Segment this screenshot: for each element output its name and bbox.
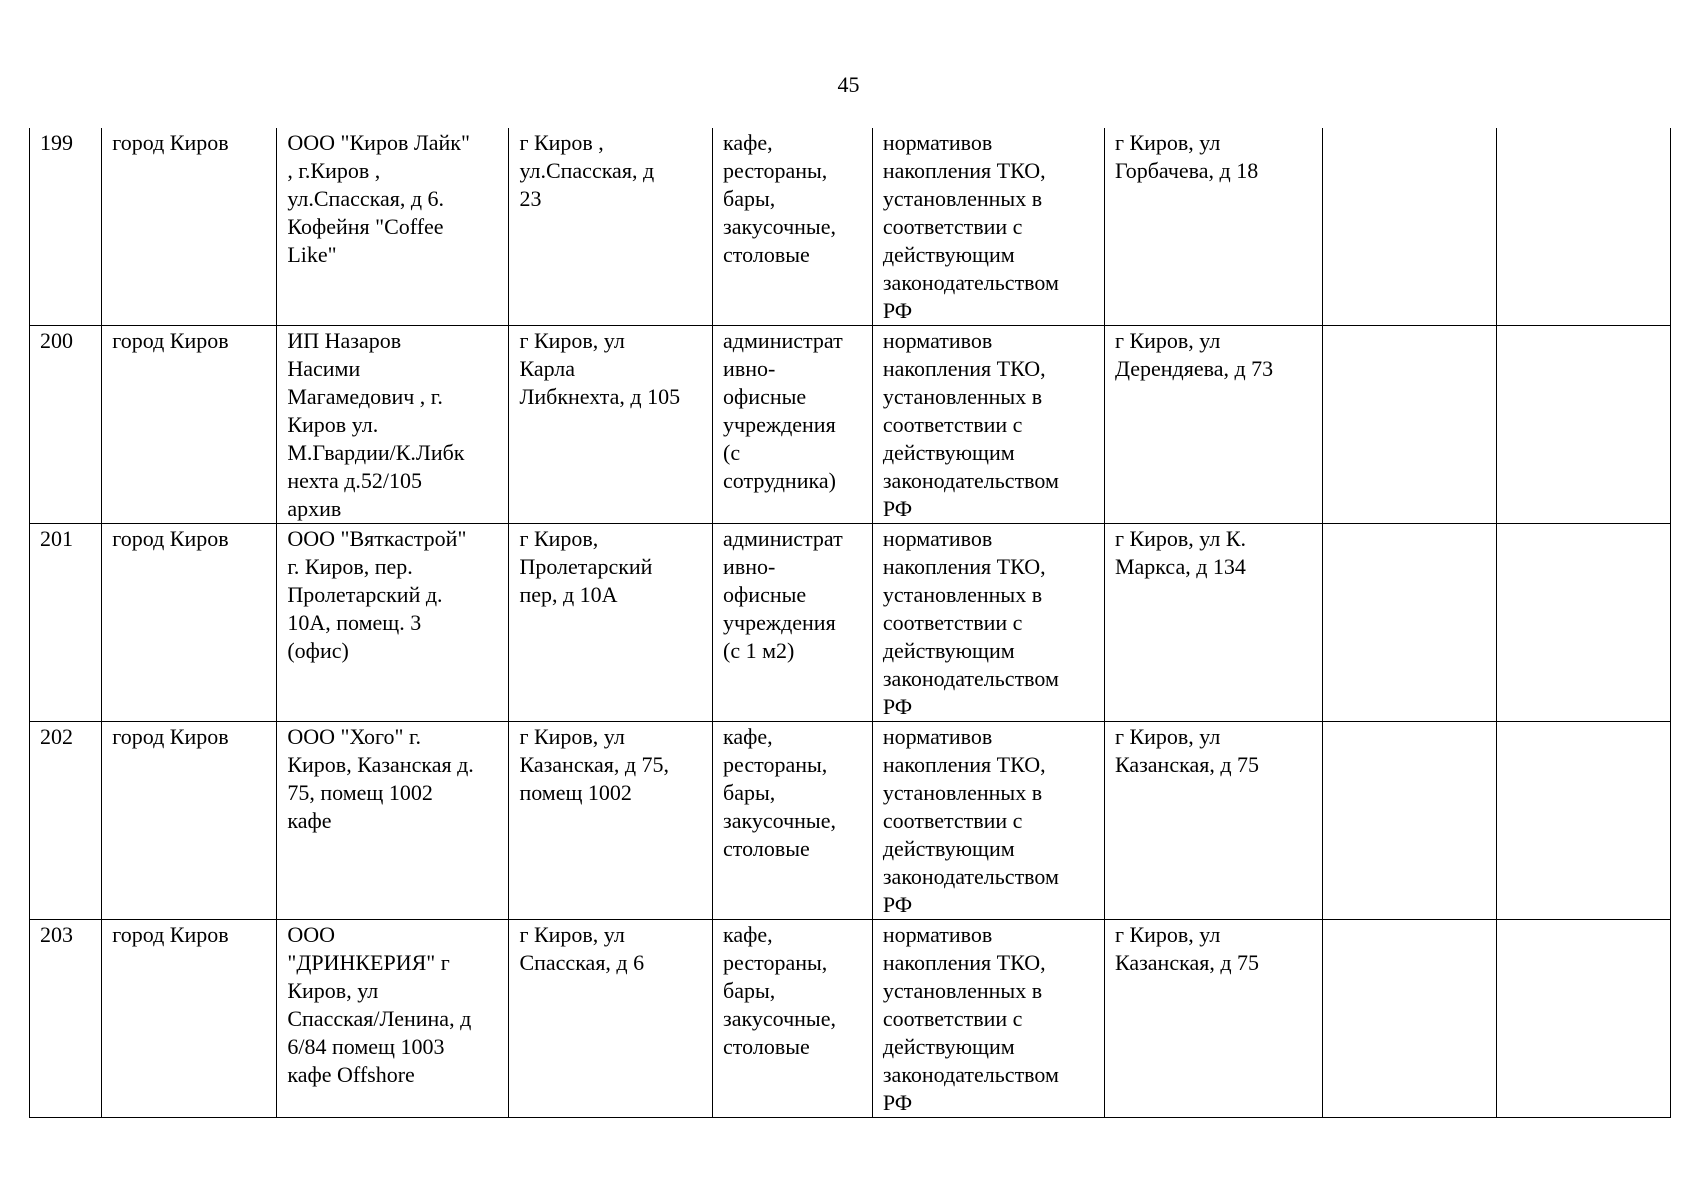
norms-cell: нормативов накопления ТКО, установленных в соответствии с действующим законодательством РФ bbox=[872, 128, 1104, 326]
municipality-cell: город Киров bbox=[102, 722, 277, 920]
empty-cell bbox=[1322, 920, 1496, 1118]
table-row bbox=[30, 920, 1671, 1118]
table-row bbox=[30, 128, 1671, 326]
registry-table bbox=[29, 128, 1671, 1118]
site-address-cell: г Киров, ул Дерендяева, д 73 bbox=[1104, 326, 1322, 524]
row-number-cell: 199 bbox=[30, 128, 102, 326]
empty-cell bbox=[1496, 524, 1670, 722]
norms-cell: нормативов накопления ТКО, установленных в соответствии с действующим законодательством РФ bbox=[872, 722, 1104, 920]
address-cell: г Киров, ул Карла Либкнехта, д 105 bbox=[509, 326, 713, 524]
site-address-cell: г Киров, ул Казанская, д 75 bbox=[1104, 920, 1322, 1118]
empty-cell bbox=[1496, 920, 1670, 1118]
table-row bbox=[30, 326, 1671, 524]
municipality-cell: город Киров bbox=[102, 920, 277, 1118]
empty-cell bbox=[1496, 326, 1670, 524]
empty-cell bbox=[1322, 722, 1496, 920]
category-cell: кафе, рестораны, бары, закусочные, столовые bbox=[713, 722, 873, 920]
row-number-cell: 202 bbox=[30, 722, 102, 920]
category-cell: кафе, рестораны, бары, закусочные, столовые bbox=[713, 920, 873, 1118]
organization-cell: ООО "Хого" г. Киров, Казанская д. 75, помещ 1002 кафе bbox=[277, 722, 509, 920]
municipality-cell: город Киров bbox=[102, 524, 277, 722]
address-cell: г Киров , ул.Спасская, д 23 bbox=[509, 128, 713, 326]
row-number-cell: 203 bbox=[30, 920, 102, 1118]
table-row bbox=[30, 722, 1671, 920]
category-cell: кафе, рестораны, бары, закусочные, столовые bbox=[713, 128, 873, 326]
organization-cell: ИП Назаров Насими Магамедович , г. Киров ул. М.Гвардии/К.Либк нехта д.52/105 архив bbox=[277, 326, 509, 524]
empty-cell bbox=[1496, 128, 1670, 326]
site-address-cell: г Киров, ул К. Маркса, д 134 bbox=[1104, 524, 1322, 722]
empty-cell bbox=[1322, 128, 1496, 326]
organization-cell: ООО "Вяткастрой" г. Киров, пер. Пролетарский д. 10А, помещ. 3 (офис) bbox=[277, 524, 509, 722]
organization-cell: ООО "Киров Лайк" , г.Киров , ул.Спасская, д 6. Кофейня "Coffee Like" bbox=[277, 128, 509, 326]
site-address-cell: г Киров, ул Горбачева, д 18 bbox=[1104, 128, 1322, 326]
address-cell: г Киров, ул Спасская, д 6 bbox=[509, 920, 713, 1118]
site-address-cell: г Киров, ул Казанская, д 75 bbox=[1104, 722, 1322, 920]
municipality-cell: город Киров bbox=[102, 326, 277, 524]
address-cell: г Киров, Пролетарский пер, д 10А bbox=[509, 524, 713, 722]
category-cell: администрат ивно- офисные учреждения (с 1 м2) bbox=[713, 524, 873, 722]
page-number: 45 bbox=[837, 72, 860, 97]
row-number-cell: 201 bbox=[30, 524, 102, 722]
category-cell: администрат ивно- офисные учреждения (с сотрудника) bbox=[713, 326, 873, 524]
norms-cell: нормативов накопления ТКО, установленных в соответствии с действующим законодательством РФ bbox=[872, 524, 1104, 722]
empty-cell bbox=[1496, 722, 1670, 920]
norms-cell: нормативов накопления ТКО, установленных в соответствии с действующим законодательством РФ bbox=[872, 920, 1104, 1118]
municipality-cell: город Киров bbox=[102, 128, 277, 326]
address-cell: г Киров, ул Казанская, д 75, помещ 1002 bbox=[509, 722, 713, 920]
empty-cell bbox=[1322, 524, 1496, 722]
row-number-cell: 200 bbox=[30, 326, 102, 524]
table-row bbox=[30, 524, 1671, 722]
organization-cell: ООО "ДРИНКЕРИЯ" г Киров, ул Спасская/Ленина, д 6/84 помещ 1003 кафе Offshore bbox=[277, 920, 509, 1118]
norms-cell: нормативов накопления ТКО, установленных в соответствии с действующим законодательством РФ bbox=[872, 326, 1104, 524]
empty-cell bbox=[1322, 326, 1496, 524]
